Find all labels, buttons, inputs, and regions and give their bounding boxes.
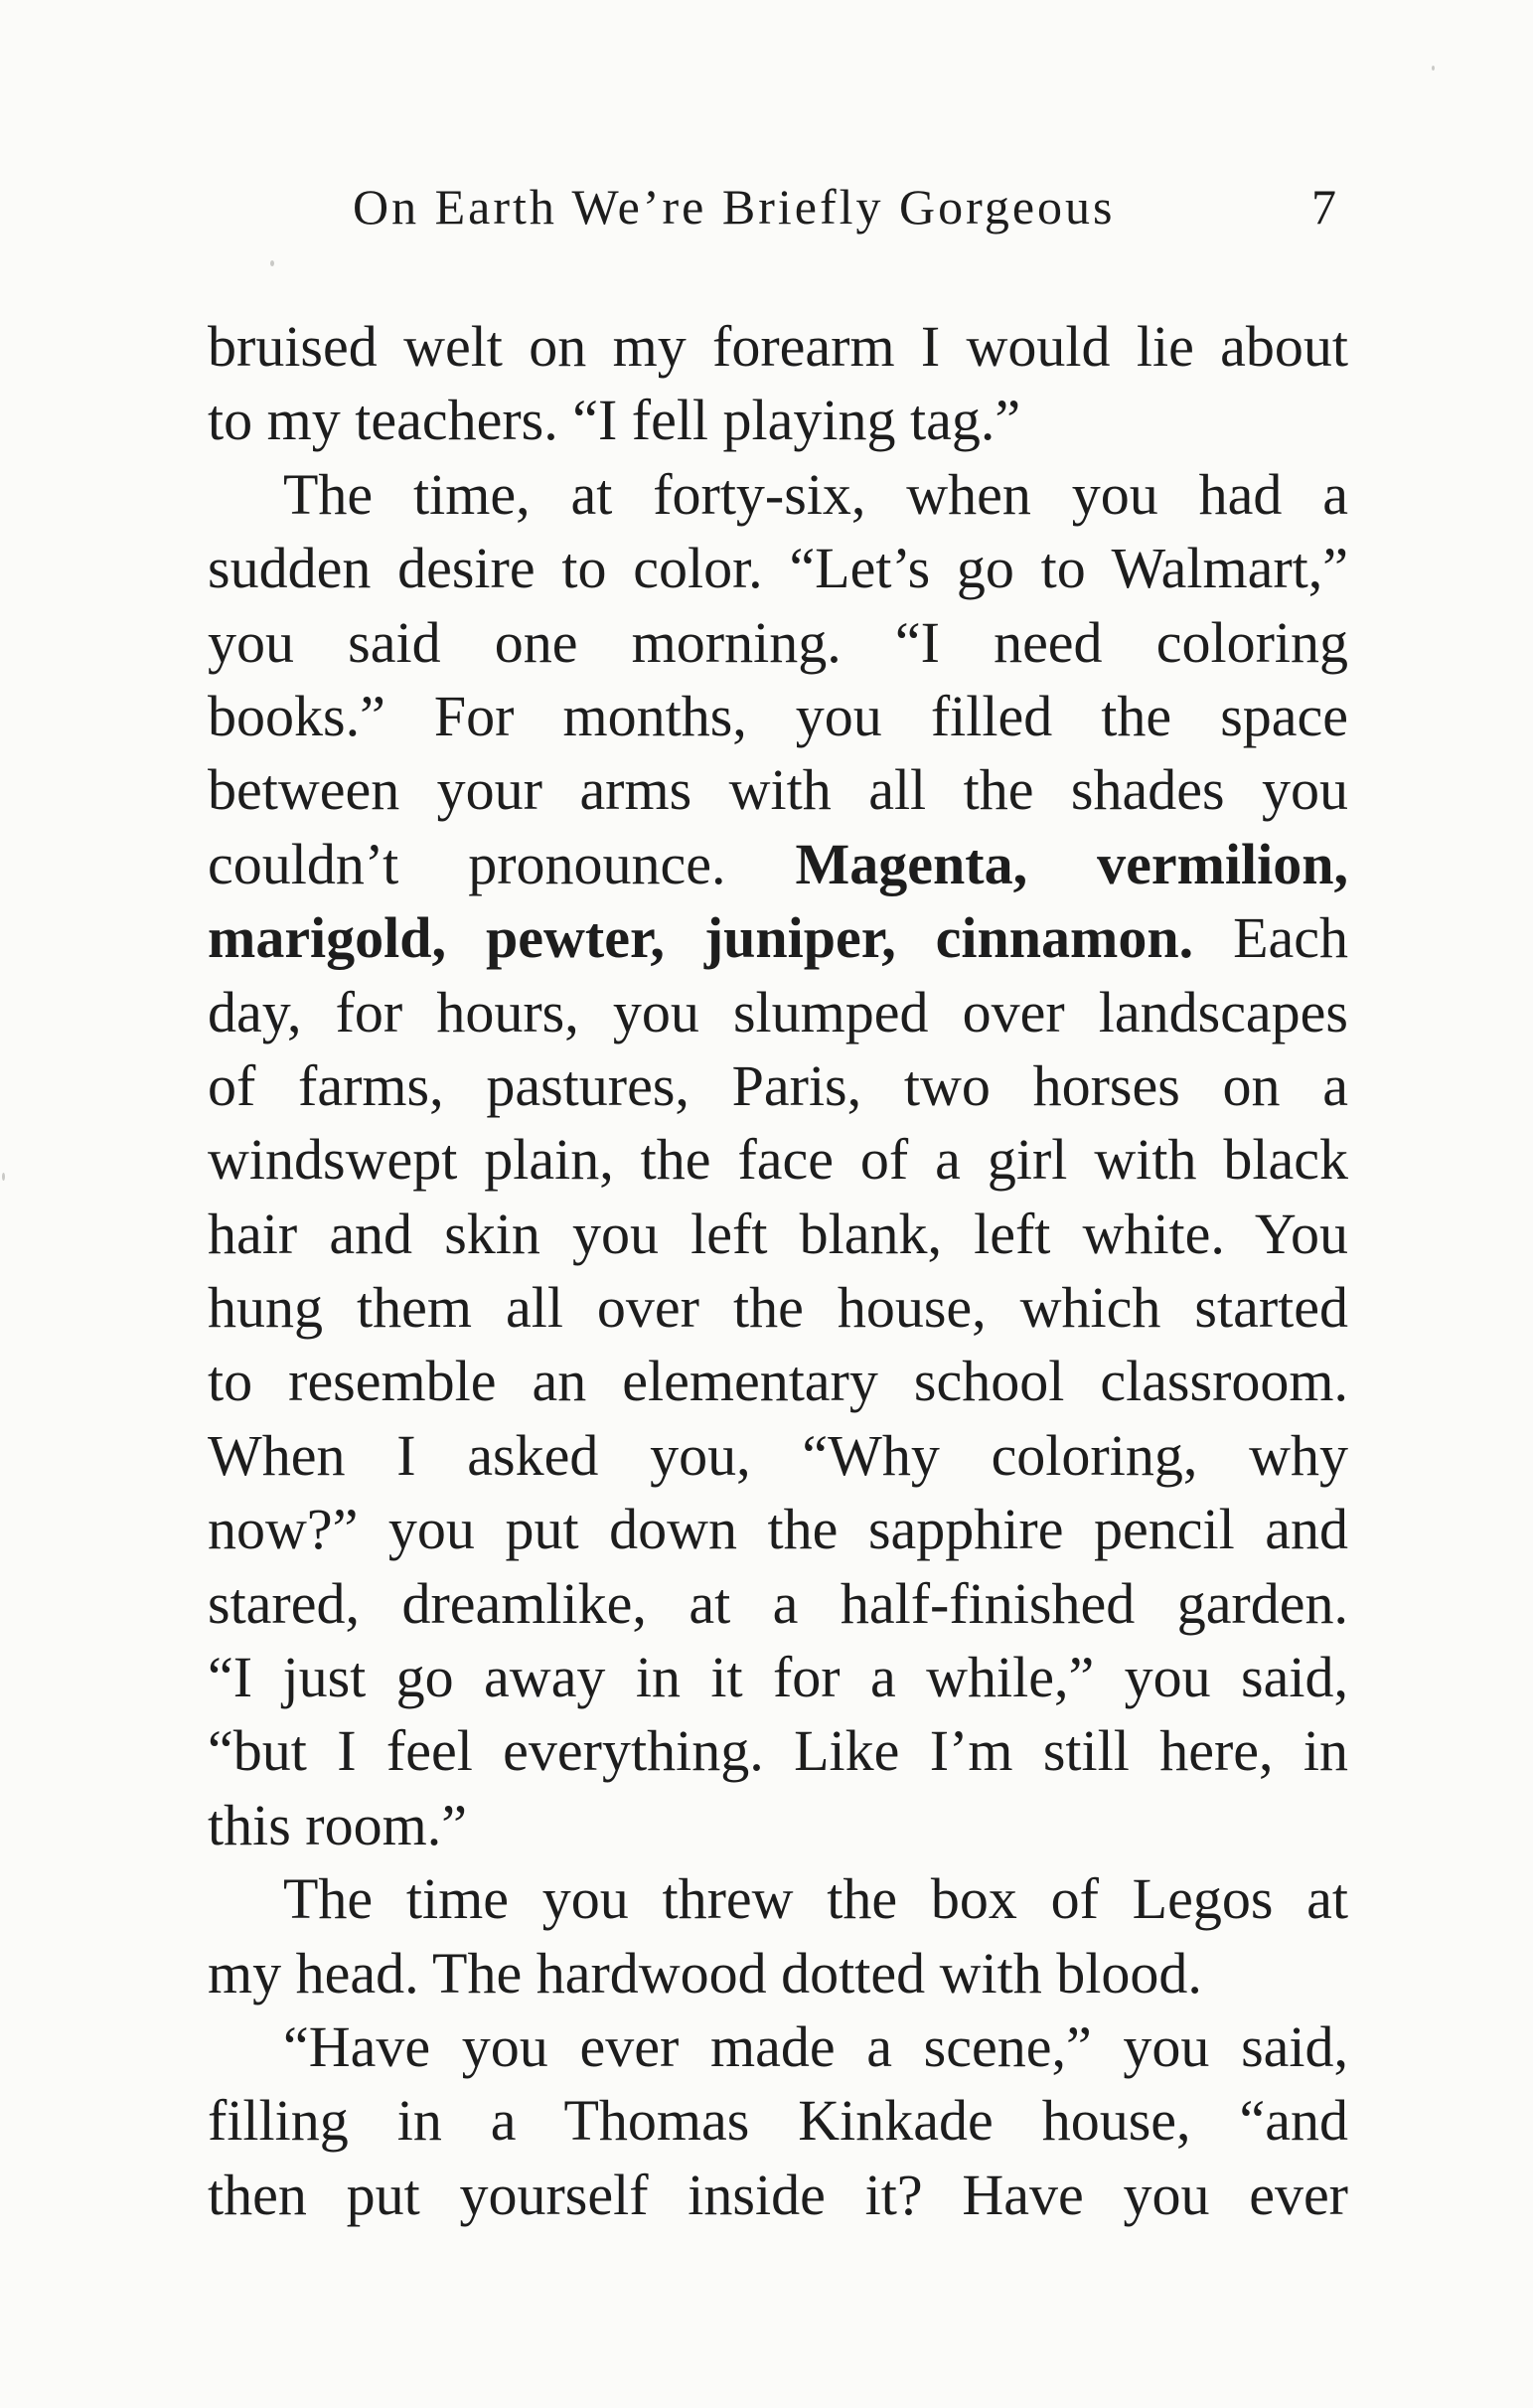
text-line: now?” you put down the sapphire pencil and [208, 1497, 1348, 1562]
text-line [208, 901, 1348, 975]
running-head [353, 167, 1346, 246]
text-line: this room.” [208, 1792, 467, 1857]
text-line: my head. The hardwood dotted with blood. [208, 1940, 1202, 2006]
text-line: hair and skin you left blank, left white. You [208, 1201, 1348, 1266]
text-line: The time you threw the box of Legos at [283, 1866, 1348, 1932]
text-line: “but I feel everything. Like I’m still here, in [208, 1718, 1348, 1784]
text-line: “Have you ever made a scene,” you said, [283, 2013, 1348, 2079]
running-title: On Earth We’re Briefly Gorgeous [353, 179, 1116, 235]
line-text: couldn’t pronounce. [208, 831, 796, 896]
text-line: to my teachers. “I fell playing tag.” [208, 388, 1021, 453]
text-line: windswept plain, the face of a girl with black [208, 1127, 1348, 1193]
text-line [208, 828, 1348, 901]
text-line: then put yourself inside it? Have you ever [208, 2162, 1348, 2227]
text-line: to resemble an elementary school classroom. [208, 1349, 1348, 1414]
text-line: When I asked you, “Why coloring, why [208, 1422, 1348, 1488]
bold-colors-text: Magenta, vermilion, [795, 831, 1348, 896]
text-line: you said one morning. “I need coloring [208, 609, 1348, 675]
text-line: The time, at forty-six, when you had a [283, 461, 1348, 527]
text-line: “I just go away in it for a while,” you said, [208, 1645, 1348, 1710]
text-line: books.” For months, you filled the space [208, 683, 1348, 748]
scan-speck [2, 1173, 5, 1181]
text-line: stared, dreamlike, at a half-finished garden. [208, 1570, 1348, 1636]
body-text [208, 310, 1348, 2232]
text-line: between your arms with all the shades you [208, 757, 1348, 823]
bold-colors-text: marigold, pewter, juniper, cinnamon. [208, 905, 1194, 971]
text-line: of farms, pastures, Paris, two horses on a [208, 1052, 1348, 1118]
page-number: 7 [1311, 179, 1336, 235]
text-line: bruised welt on my forearm I would lie about [208, 314, 1348, 379]
text-line: sudden desire to color. “Let’s go to Walmart,” [208, 536, 1348, 601]
line-text: Each [1193, 905, 1348, 971]
scan-speck [270, 260, 274, 266]
text-line: day, for hours, you slumped over landscapes [208, 979, 1348, 1044]
text-line: filling in a Thomas Kinkade house, “and [208, 2088, 1348, 2154]
text-line: hung them all over the house, which started [208, 1275, 1348, 1341]
scan-speck [1432, 66, 1435, 71]
